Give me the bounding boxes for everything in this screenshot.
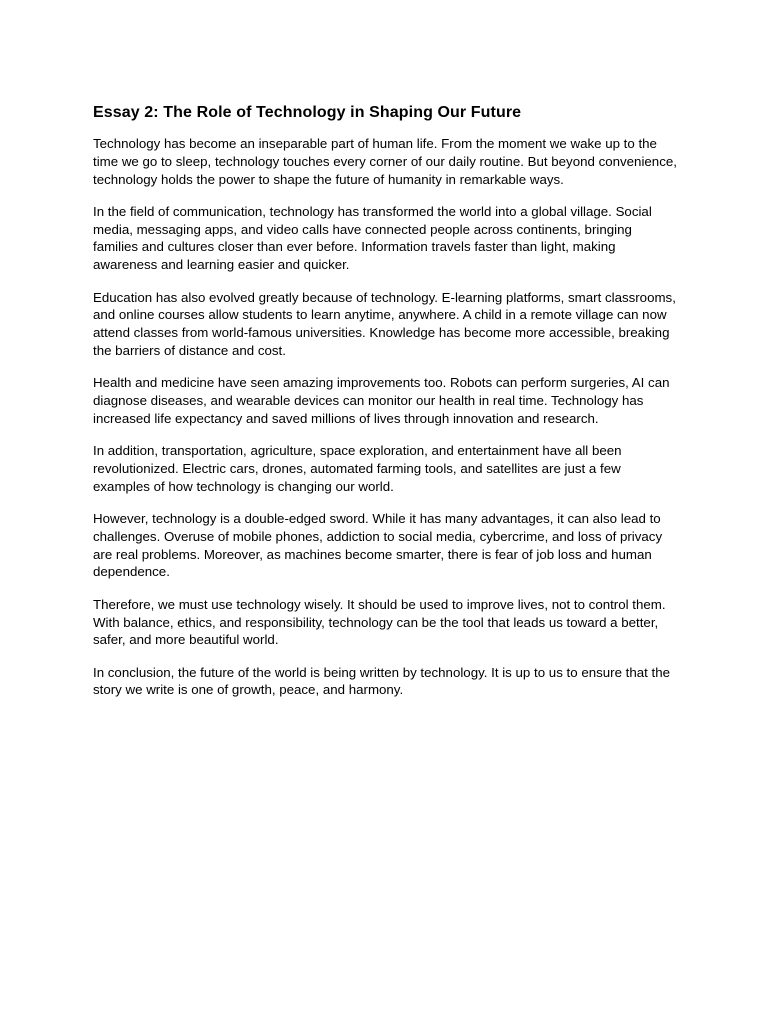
paragraph-challenges: However, technology is a double-edged sword. While it has many advantages, it can also lead to challenges. Overuse of mobile phones, addiction to social media, cybercrime, and loss of privacy are real problems. Moreover, as machines become smarter, there is fear of job loss and human dependence. [93,511,663,580]
paragraph-other-fields: In addition, transportation, agriculture, space exploration, and entertainment have all been revolutionized. Electric cars, drones, automated farming tools, and satellites are just a few examples of how technology is changing our world. [93,443,622,494]
paragraph-health: Health and medicine have seen amazing improvements too. Robots can perform surgeries, AI can diagnose diseases, and wearable devices can monitor our health in real time. Technology has increased life expectancy and saved millions of lives through innovation and research. [93,375,670,426]
essay-body [93,102,677,714]
paragraph-communication: In the field of communication, technology has transformed the world into a global village. Social media, messaging apps, and video calls have connected people across continents, bringing families and cultures closer than ever before. Information travels faster than light, making awareness and learning easier and quicker. [93,203,652,273]
paragraph-education: Education has also evolved greatly because of technology. E-learning platforms, smart classrooms, and online courses allow students to learn anytime, anywhere. A child in a remote village can now attend classes from world-famous universities. Knowledge has become more accessible, breaking the barriers of distance and cost. [93,289,676,358]
paragraph-wise-use: Therefore, we must use technology wisely. It should be used to improve lives, not to control them. With balance, ethics, and responsibility, technology can be the tool that leads us toward a better, safer, and more beautiful world. [93,596,666,648]
paragraph-intro: Technology has become an inseparable part of human life. From the moment we wake up to the time we go to sleep, technology touches every corner of our daily routine. But beyond convenience, technology holds the power to shape the future of humanity in remarkable ways. [93,136,677,187]
paragraph-conclusion: In conclusion, the future of the world is being written by technology. It is up to us to ensure that the story we write is one of growth, peace, and harmony. [93,664,671,698]
essay-title: Essay 2: The Role of Technology in Shaping Our Future [93,104,522,121]
